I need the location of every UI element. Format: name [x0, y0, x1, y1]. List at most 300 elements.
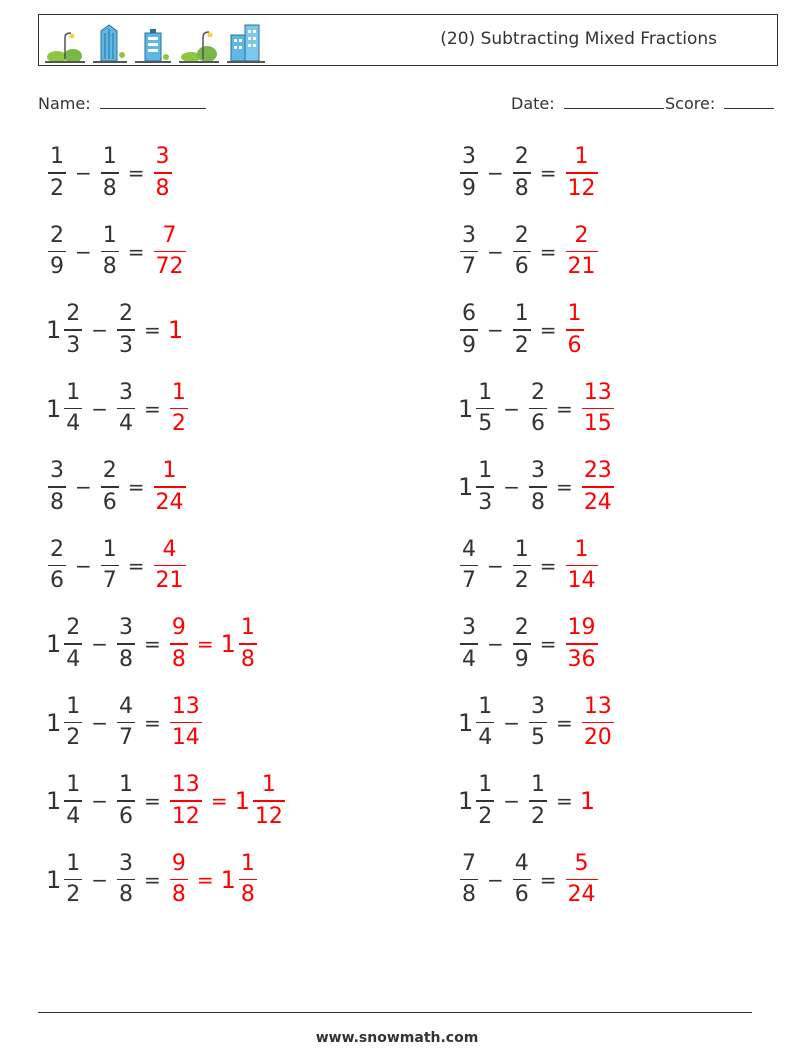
problem-10: [458, 452, 616, 522]
denominator: 6: [567, 332, 582, 358]
fraction-bar: [239, 879, 257, 881]
minus-sign: −: [503, 475, 521, 499]
denominator: 5: [478, 411, 493, 437]
fraction: [117, 380, 135, 438]
numerator: 13: [171, 772, 200, 798]
answer-term: [168, 694, 204, 752]
answer-term: [580, 458, 616, 516]
fraction: [170, 380, 188, 438]
operand-term: [115, 694, 137, 752]
denominator: 4: [66, 646, 81, 672]
numerator: 3: [531, 458, 546, 484]
fraction: [170, 772, 202, 830]
fraction-bar: [460, 329, 478, 331]
answer: [580, 787, 596, 815]
denominator: 9: [462, 332, 476, 358]
equals-sign: =: [556, 396, 573, 421]
fraction: [64, 615, 82, 673]
fraction-bar: [513, 172, 531, 174]
fraction: [460, 223, 478, 281]
numerator: 1: [102, 222, 117, 248]
fraction: [566, 537, 598, 595]
equals-sign: =: [539, 867, 557, 892]
problem-12: [458, 531, 600, 601]
numerator: 1: [478, 693, 493, 719]
denominator: 72: [155, 254, 184, 280]
operand-term: [458, 380, 496, 438]
denominator: 14: [171, 725, 200, 751]
fraction-bar: [170, 722, 202, 724]
denominator: 8: [155, 175, 170, 201]
minus-sign: −: [91, 318, 109, 342]
fraction: [582, 694, 614, 752]
equals-sign: =: [210, 789, 228, 813]
minus-sign: −: [503, 789, 521, 813]
whole-number: 1: [220, 865, 236, 894]
fraction: [566, 301, 584, 359]
equals-sign: =: [539, 239, 557, 264]
whole-number: 1: [46, 316, 62, 344]
denominator: 8: [240, 646, 255, 672]
fraction: [566, 615, 598, 673]
answer-term: [580, 380, 616, 438]
numerator: 2: [119, 301, 134, 327]
denominator: 36: [567, 646, 596, 672]
operand-term: [46, 615, 84, 673]
equals-sign: =: [127, 553, 145, 578]
operand-term: [115, 772, 137, 830]
denominator: 7: [102, 568, 117, 594]
numerator: 1: [66, 850, 81, 876]
fraction-bar: [117, 722, 135, 724]
equals-sign: =: [144, 632, 161, 656]
answer-term: [564, 851, 600, 909]
numerator: 2: [66, 301, 81, 327]
fraction-bar: [582, 722, 614, 724]
operand-term: [46, 694, 84, 752]
denominator: 9: [462, 175, 476, 201]
numerator: 1: [514, 301, 529, 327]
operand-term: [46, 537, 68, 595]
fraction-bar: [48, 251, 66, 253]
fraction-bar: [154, 172, 172, 174]
answer: [564, 223, 600, 281]
fraction-bar: [529, 800, 547, 802]
fraction: [513, 144, 531, 202]
denominator: 24: [567, 882, 596, 908]
answer: [564, 537, 600, 595]
fraction-bar: [154, 251, 186, 253]
fraction: [460, 851, 478, 909]
numerator: 3: [462, 615, 476, 641]
numerator: 4: [162, 536, 177, 562]
whole-number: 1: [579, 787, 596, 815]
equals-sign: =: [196, 632, 214, 656]
garden-lamp-icon: [179, 27, 219, 63]
operand-term: [458, 851, 480, 909]
problem-19: [46, 845, 259, 915]
answer: [580, 380, 616, 438]
header-box: [38, 14, 778, 66]
denominator: 5: [531, 725, 546, 751]
operand-term: [527, 458, 549, 516]
fraction-bar: [582, 408, 614, 410]
denominator: 6: [514, 882, 529, 908]
answer-term: [564, 144, 600, 202]
fraction-bar: [582, 486, 614, 488]
answer-term: [152, 144, 174, 202]
fraction: [529, 380, 547, 438]
fraction-bar: [48, 486, 66, 488]
answer: [152, 223, 188, 281]
numerator: 1: [66, 772, 81, 798]
fraction-bar: [253, 800, 285, 802]
operand-term: [511, 537, 533, 595]
fraction: [566, 223, 598, 281]
operand-term: [115, 380, 137, 438]
equals-sign: =: [144, 318, 161, 342]
fraction: [117, 851, 135, 909]
fraction-bar: [64, 879, 82, 881]
fraction: [529, 458, 547, 516]
numerator: 7: [162, 222, 177, 248]
fraction: [117, 615, 135, 673]
numerator: 1: [102, 536, 117, 562]
equals-sign: =: [539, 318, 557, 342]
numerator: 2: [574, 222, 589, 248]
answer-term: [564, 537, 600, 595]
header-icons: [45, 21, 273, 63]
numerator: 1: [514, 536, 529, 562]
numerator: 4: [119, 693, 134, 719]
footer-divider: [38, 1012, 752, 1013]
numerator: 1: [50, 144, 64, 170]
numerator: 1: [478, 458, 493, 484]
numerator: 3: [119, 379, 134, 405]
numerator: 3: [462, 144, 476, 170]
operand-term: [458, 223, 480, 281]
equals-sign: =: [556, 475, 573, 499]
operand-term: [511, 144, 533, 202]
operand-term: [527, 694, 549, 752]
answer: [152, 144, 174, 202]
minus-sign: −: [91, 867, 109, 892]
name-label: Name:: [38, 94, 91, 113]
fraction-bar: [101, 251, 119, 253]
denominator: 24: [155, 489, 184, 515]
equals-sign: =: [127, 161, 145, 185]
denominator: 24: [583, 489, 612, 515]
fraction-bar: [170, 643, 188, 645]
equals-sign: =: [556, 789, 573, 813]
fraction-bar: [529, 722, 547, 724]
whole-number: 1: [220, 630, 236, 658]
fraction-bar: [117, 329, 135, 331]
fraction: [460, 144, 478, 202]
equals-sign: =: [539, 553, 557, 578]
denominator: 12: [254, 803, 283, 829]
answer: [564, 144, 600, 202]
denominator: 8: [119, 646, 134, 672]
problem-3: [46, 217, 188, 287]
operand-term: [46, 851, 84, 909]
numerator: 2: [50, 222, 64, 248]
fraction: [476, 380, 494, 438]
denominator: 8: [240, 882, 255, 908]
answer: [152, 537, 188, 595]
numerator: 1: [240, 615, 255, 641]
operand-term: [99, 458, 121, 516]
date-blank[interactable]: [564, 94, 664, 109]
minus-sign: −: [75, 553, 92, 578]
fraction: [64, 301, 82, 359]
whole-number: 1: [458, 473, 474, 501]
numerator: 2: [514, 222, 529, 248]
answer-term: [564, 615, 600, 673]
denominator: 6: [50, 568, 64, 594]
answer-term: [580, 694, 616, 752]
footer-url: www.snowmath.com: [315, 1030, 479, 1046]
numerator: 3: [531, 693, 546, 719]
fraction: [101, 223, 119, 281]
numerator: 1: [531, 772, 546, 798]
fraction-bar: [566, 172, 598, 174]
denominator: 15: [583, 411, 612, 437]
fraction-bar: [170, 879, 188, 881]
operand-term: [46, 223, 68, 281]
fraction: [476, 458, 494, 516]
fraction-bar: [460, 172, 478, 174]
denominator: 3: [66, 332, 81, 358]
answer: [168, 615, 259, 673]
problem-17: [46, 766, 287, 836]
whole-number: 1: [46, 394, 62, 423]
numerator: 1: [567, 301, 582, 327]
fraction: [101, 458, 119, 516]
denominator: 8: [119, 882, 134, 908]
denominator: 9: [50, 254, 64, 280]
operand-term: [115, 851, 137, 909]
fraction: [239, 851, 257, 909]
answer-term: [168, 316, 184, 344]
fraction-bar: [101, 565, 119, 567]
fraction: [154, 223, 186, 281]
minus-sign: −: [75, 161, 92, 185]
whole-number: 1: [458, 787, 474, 815]
date-field: [511, 94, 664, 113]
denominator: 21: [155, 568, 184, 594]
denominator: 2: [514, 332, 529, 358]
denominator: 21: [567, 254, 596, 280]
answer-term: [580, 787, 596, 815]
problem-9: [46, 452, 188, 522]
denominator: 4: [66, 411, 81, 437]
denominator: 2: [50, 175, 64, 201]
fraction-bar: [117, 643, 135, 645]
fraction-bar: [64, 722, 82, 724]
answer-term: [152, 458, 188, 516]
numerator: 3: [462, 222, 476, 248]
fraction: [101, 537, 119, 595]
fraction: [154, 458, 186, 516]
numerator: 1: [66, 693, 81, 719]
fraction: [513, 615, 531, 673]
equals-sign: =: [556, 710, 573, 735]
numerator: 3: [119, 615, 134, 641]
tower-building-icon: [93, 23, 127, 63]
fraction: [64, 772, 82, 830]
problem-20: [458, 845, 600, 915]
answer: [564, 301, 586, 359]
minus-sign: −: [487, 318, 504, 342]
problem-4: [458, 217, 600, 287]
problem-8: [458, 374, 616, 444]
denominator: 14: [567, 568, 596, 594]
denominator: 3: [478, 489, 493, 515]
numerator: 13: [583, 379, 612, 405]
numerator: 1: [574, 144, 589, 170]
problem-14: [458, 609, 600, 679]
denominator: 2: [531, 803, 546, 829]
numerator: 1: [119, 772, 134, 798]
fraction-bar: [101, 172, 119, 174]
numerator: 1: [574, 536, 589, 562]
denominator: 6: [102, 489, 117, 515]
denominator: 4: [478, 725, 493, 751]
operand-term: [458, 458, 496, 516]
fraction: [48, 458, 66, 516]
name-blank[interactable]: [100, 94, 206, 109]
numerator: 3: [119, 850, 134, 876]
numerator: 1: [240, 850, 255, 876]
denominator: 8: [50, 489, 64, 515]
answer: [580, 694, 616, 752]
minus-sign: −: [91, 632, 109, 656]
answer-term: [168, 851, 190, 909]
minus-sign: −: [503, 396, 521, 421]
numerator: 1: [261, 772, 276, 798]
fraction: [529, 694, 547, 752]
fraction: [582, 458, 614, 516]
equals-sign: =: [144, 789, 161, 813]
whole-number: 1: [458, 708, 474, 737]
answer-term: [221, 615, 259, 673]
denominator: 9: [514, 646, 529, 672]
fraction: [64, 851, 82, 909]
answer: [168, 380, 190, 438]
score-blank[interactable]: [724, 94, 774, 109]
answer-term: [168, 772, 204, 830]
answer: [564, 615, 600, 673]
equals-sign: =: [127, 475, 145, 499]
operand-term: [46, 772, 84, 830]
denominator: 8: [171, 882, 186, 908]
fraction-bar: [170, 408, 188, 410]
fraction: [48, 144, 66, 202]
fraction-bar: [170, 800, 202, 802]
fraction: [64, 380, 82, 438]
denominator: 4: [66, 803, 81, 829]
fraction-bar: [64, 329, 82, 331]
fraction: [513, 537, 531, 595]
numerator: 2: [66, 615, 81, 641]
whole-number: 1: [234, 787, 250, 815]
denominator: 12: [171, 803, 200, 829]
fraction-bar: [513, 643, 531, 645]
answer-term: [221, 851, 259, 909]
denominator: 8: [102, 175, 117, 201]
equals-sign: =: [144, 710, 161, 735]
denominator: 20: [583, 725, 612, 751]
fraction: [566, 851, 598, 909]
numerator: 1: [478, 772, 493, 798]
numerator: 3: [50, 458, 64, 484]
denominator: 2: [66, 882, 81, 908]
fraction-bar: [566, 879, 598, 881]
answer: [168, 851, 259, 909]
numerator: 1: [478, 379, 493, 405]
fraction-bar: [566, 565, 598, 567]
equals-sign: =: [144, 867, 161, 892]
fraction-bar: [513, 251, 531, 253]
fraction: [566, 144, 598, 202]
problem-18: [458, 766, 596, 836]
answer: [168, 772, 287, 830]
answer: [152, 458, 188, 516]
numerator: 13: [171, 693, 200, 719]
numerator: 7: [462, 850, 476, 876]
page-title: (20) Subtracting Mixed Fractions: [440, 29, 717, 49]
fraction: [64, 694, 82, 752]
denominator: 6: [531, 411, 546, 437]
denominator: 7: [462, 254, 476, 280]
answer-term: [168, 380, 190, 438]
fraction-bar: [154, 565, 186, 567]
fraction: [170, 851, 188, 909]
fraction: [253, 772, 285, 830]
fraction-bar: [64, 643, 82, 645]
numerator: 9: [171, 615, 186, 641]
answer-term: [564, 223, 600, 281]
operand-term: [458, 694, 496, 752]
fraction: [513, 301, 531, 359]
fraction: [101, 144, 119, 202]
numerator: 1: [162, 458, 177, 484]
fraction: [170, 694, 202, 752]
fraction-bar: [476, 408, 494, 410]
minus-sign: −: [487, 161, 504, 185]
whole-number: 1: [458, 394, 474, 423]
fraction: [154, 537, 186, 595]
numerator: 3: [155, 144, 170, 170]
operand-term: [458, 615, 480, 673]
fraction-bar: [460, 643, 478, 645]
denominator: 2: [66, 725, 81, 751]
fraction: [460, 615, 478, 673]
fraction: [529, 772, 547, 830]
whole-number: 1: [167, 316, 184, 344]
fraction: [117, 772, 135, 830]
name-field: [38, 94, 206, 113]
operand-term: [46, 301, 84, 359]
fraction: [170, 615, 188, 673]
equals-sign: =: [539, 161, 557, 185]
fraction-bar: [117, 879, 135, 881]
problem-5: [46, 295, 184, 365]
denominator: 7: [119, 725, 134, 751]
equals-sign: =: [144, 396, 161, 421]
numerator: 4: [462, 536, 476, 562]
